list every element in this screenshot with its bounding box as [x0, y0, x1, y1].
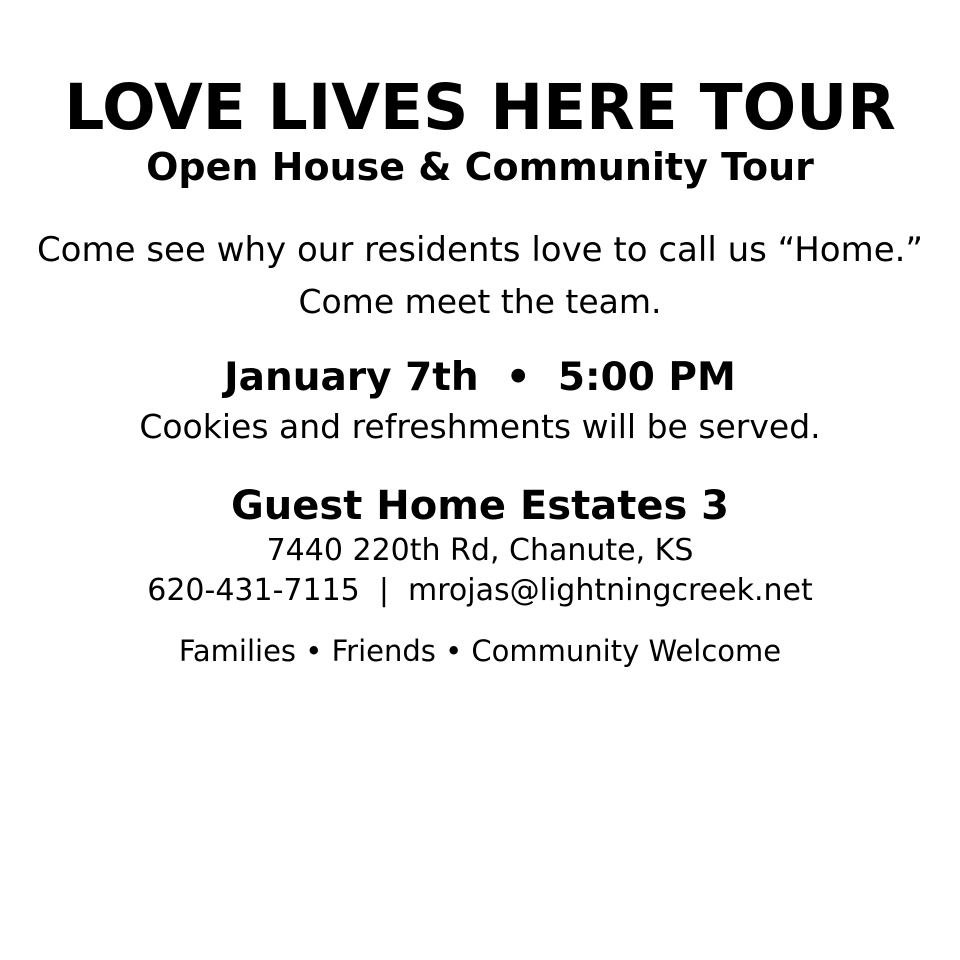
- welcome-line: Families • Friends • Community Welcome: [178, 634, 782, 668]
- tagline-line-2: Come meet the team.: [298, 282, 662, 321]
- refreshments-note: Cookies and refreshments will be served.: [139, 407, 821, 446]
- event-datetime: January 7th • 5:00 PM: [224, 355, 736, 400]
- contact-line: 620-431-7115 | mrojas@lightningcreek.net: [147, 573, 813, 608]
- page-title: LOVE LIVES HERE TOUR: [64, 71, 896, 144]
- venue-address: 7440 220th Rd, Chanute, KS: [266, 533, 694, 568]
- subtitle: Open House & Community Tour: [146, 145, 814, 189]
- venue-name: Guest Home Estates 3: [230, 483, 730, 529]
- tagline-line-1: Come see why our residents love to call us “Home.”: [36, 230, 924, 270]
